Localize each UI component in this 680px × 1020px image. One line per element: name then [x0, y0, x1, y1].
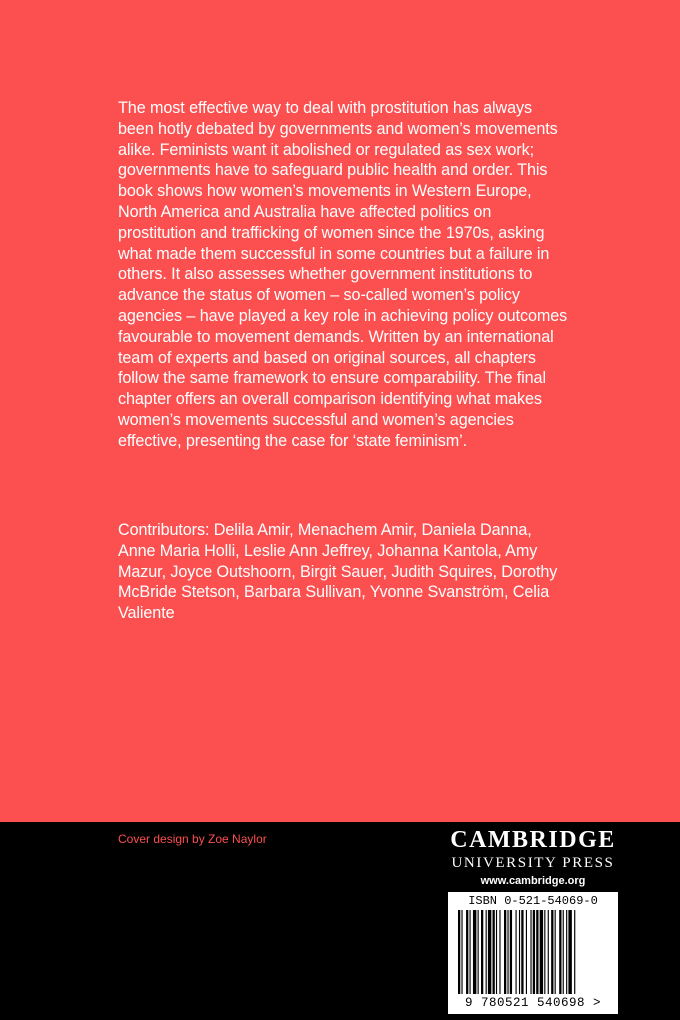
contributors-list: Contributors: Delila Amir, Menachem Amir, Daniela Danna, Anne Maria Holli, Leslie Ann Jeffrey, Johanna Kantola, Amy Mazur, Joyce Outshoorn, Birgit Sauer, Judith Squires, Dorothy McBride Stetson, Barbara Sullivan, Yvonne Svanström, Celia Valiente [118, 521, 558, 623]
publisher-logo [448, 826, 618, 887]
footer-band [0, 822, 680, 1020]
publisher-subtitle: UNIVERSITY PRESS [451, 855, 615, 871]
isbn-label: ISBN 0-521-54069-0 [468, 894, 598, 908]
book-blurb: The most effective way to deal with prostitution has always been hotly debated by governments and women’s movements alike. Feminists want it abolished or regulated as sex work; governments have to safeguard public health and order. This book shows how women’s movements in Western Europe, North America and Australia have affected politics on prostitution and trafficking of women since the 1970s, asking what made them successful in some countries but a failure in others. It also assesses whether government institutions to advance the status of women – so-called women’s policy agencies – have played a key role in achieving policy outcomes favourable to movement demands. Written by an international team of experts and based on original sources, all chapters follow the same framework to ensure comparability. The final chapter offers an overall comparison identifying what makes women’s movements successful and women’s agencies effective, presenting the case for ‘state feminism’. [118, 99, 568, 450]
publisher-url: www.cambridge.org [480, 875, 586, 887]
publisher-name: CAMBRIDGE [450, 827, 616, 853]
barcode-icon [454, 910, 612, 996]
barcode-digits: 9 780521 540698 > [464, 996, 602, 1010]
cover-credit: Cover design by Zoe Naylor [118, 832, 267, 846]
barcode-box [448, 892, 618, 1014]
